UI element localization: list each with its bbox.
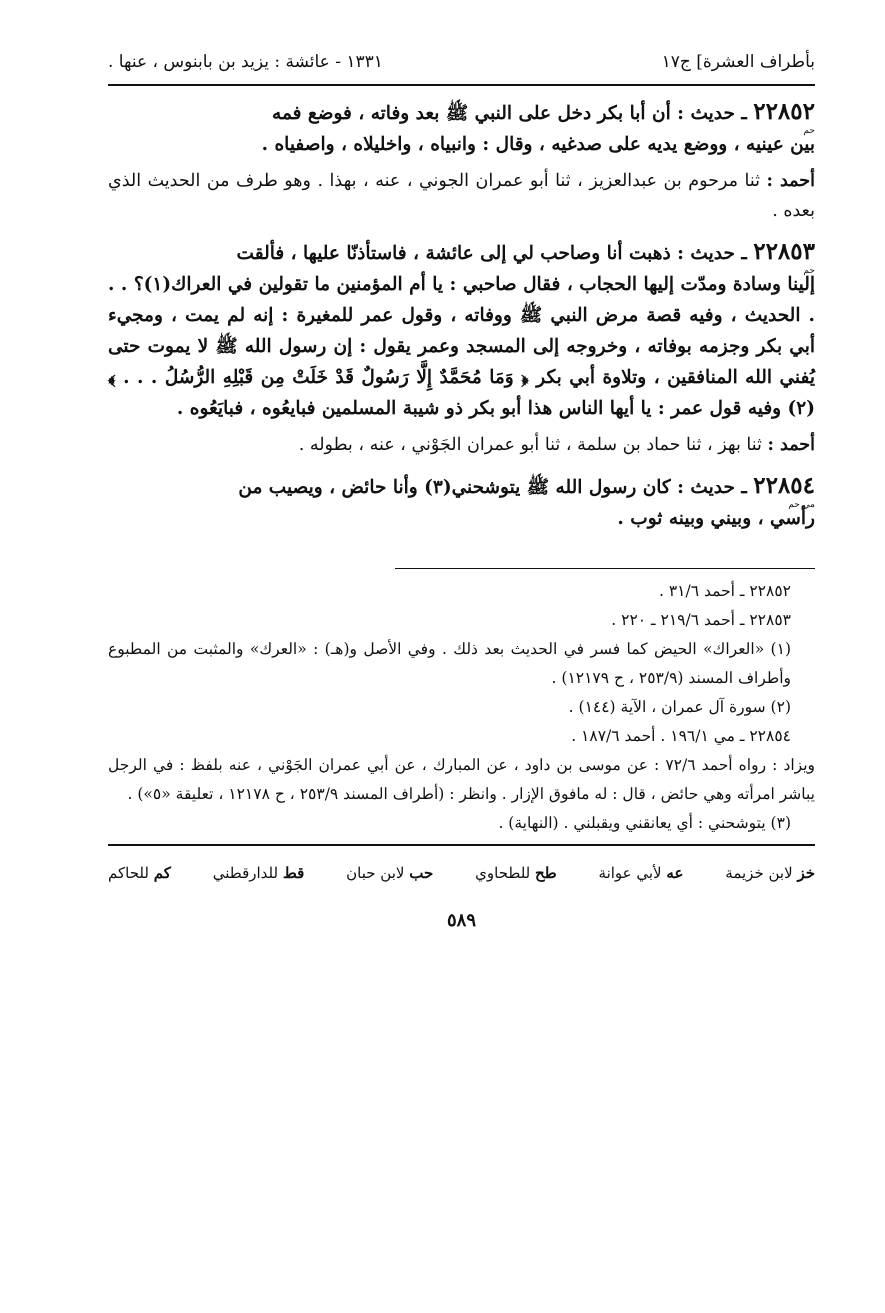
hadith-number: ٢٢٨٥٣: [753, 238, 815, 265]
header-section-title: ١٣٣١ - عائشة : يزيد بن بابنوس ، عنها .: [108, 52, 383, 72]
isnad: [108, 430, 815, 460]
hadith-text-continued: إلينا وسادة ومدّت إليها الحجاب ، فقال صاحبي : يا أم المؤمنين ما تقولين في العراك(١)؟ . . . الحديث ، وفيه قصة مرض النبي ﷺ ووفاته ، وقول عمر للمغيرة : إنه لم يمت ، ومجيء أبي بكر وجزمه بوفاته ، وخروجه إلى المسجد وعمر يقول : إن رسول الله ﷺ لا يموت حتى يُفني الله المنافقين ، وتلاوة أبي بكر ﴿ وَمَا مُحَمَّدٌ إِلَّا رَسُولٌ قَدْ خَلَتْ مِن قَبْلِهِ الرُّسُلُ . . . ﴾(٢) وفيه قول عمر : يا أيها الناس هذا أبو بكر ذو شيبة المسلمين فبايعُوه ، فبايَعُوه .: [108, 274, 815, 419]
hadith-text-line: ـ حديث : ذهبت أنا وصاحب لي إلى عائشة ، فاستأذنّا عليها ، فألقت: [236, 243, 747, 264]
footnote: (٢) سورة آل عمران ، الآية (١٤٤) .: [568, 698, 791, 716]
hadith-text: [108, 236, 815, 269]
isnad: [108, 166, 815, 226]
book-page: [108, 40, 815, 931]
hadith-entry: [108, 96, 815, 226]
hadith-text: [108, 470, 815, 503]
isnad-source: أحمد :: [767, 435, 815, 455]
footnote: ٢٢٨٥٢ ـ أحمد ٣١/٦ .: [658, 582, 791, 600]
footnote: ٢٢٨٥٣ ـ أحمد ٢١٩/٦ ـ ٢٢٠ .: [611, 611, 791, 629]
header-book-title: بأطراف العشرة] ج١٧: [661, 52, 815, 72]
hadith-text-continued: بين عينيه ، ووضع يديه على صدغيه ، وقال : وانبياه ، واخليلاه ، واصفياه .: [261, 134, 815, 155]
abbreviation-item: خز لابن خزيمة: [725, 864, 815, 882]
hadith-number: ٢٢٨٥٤: [753, 472, 815, 499]
isnad-source: أحمد :: [766, 171, 815, 191]
abbreviation-item: قط للدارقطني: [212, 864, 305, 882]
footnote: ٢٢٨٥٤ ـ مي ١٩٦/١ . أحمد ١٨٧/٦ .: [571, 727, 791, 745]
hadith-text-line: ـ حديث : كان رسول الله ﷺ يتوشحني(٣) وأنا حائض ، ويصيب من: [238, 477, 747, 498]
abbreviation-item: عه لأبي عوانة: [598, 864, 684, 882]
hadith-entry: [108, 470, 815, 534]
running-header: [108, 40, 815, 86]
hadith-text: [108, 96, 815, 129]
footnote: (٣) يتوشحني : أي يعانقني ويقبلني . (النهاية) .: [498, 814, 791, 832]
source-sigla: مي حم: [788, 500, 815, 510]
abbreviation-legend: [108, 856, 815, 890]
bottom-divider: [108, 844, 815, 846]
isnad-chain: ثنا مرحوم بن عبدالعزيز ، ثنا أبو عمران الجوني ، عنه ، بهذا . وهو طرف من الحديث الذي بعده .: [108, 171, 815, 221]
page-number: ٥٨٩: [446, 910, 476, 931]
hadith-number: ٢٢٨٥٢: [753, 98, 815, 125]
footnote-divider: [395, 568, 815, 569]
source-sigla: حم: [803, 126, 815, 136]
source-sigla: حم: [803, 266, 815, 276]
footnote: (١) «العراك» الحيض كما فسر في الحديث بعد ذلك . وفي الأصل و(هـ) : «العرك» والمثبت من المطبوع وأطراف المسند (٢٥٣/٩ ، ح ١٢١٧٩) .: [108, 640, 791, 687]
hadith-text-continued: رأسي ، وبيني وبينه ثوب .: [617, 508, 815, 529]
hadith-entry: [108, 236, 815, 460]
footnotes: [108, 577, 815, 838]
footnote: ويزاد : رواه أحمد ٧٢/٦ : عن موسى بن داود ، عن المبارك ، عن أبي عمران الجَوْني ، عنه بلفظ : في الرجل يباشر امرأته وهي حائض ، قال : له مافوق الإزار . وانظر : (أطراف المسند ٢٥٣/٩ ، ح ١٢١٧٨ ، تعليقة «٥») .: [108, 756, 816, 803]
hadith-text-line: ـ حديث : أن أبا بكر دخل على النبي ﷺ بعد وفاته ، فوضع فمه: [272, 103, 747, 124]
abbreviation-item: طح للطحاوي: [475, 864, 557, 882]
isnad-chain: ثنا بهز ، ثنا حماد بن سلمة ، ثنا أبو عمران الجَوْني ، عنه ، بطوله .: [298, 435, 762, 455]
abbreviation-item: حب لابن حبان: [346, 864, 434, 882]
abbreviation-item: كم للحاكم: [108, 864, 171, 882]
